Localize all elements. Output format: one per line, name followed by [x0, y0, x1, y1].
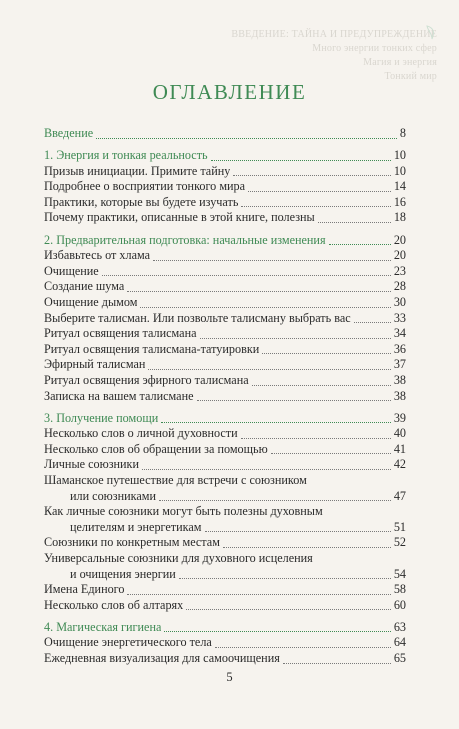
- toc-entry-title: Несколько слов об обращении за помощью: [44, 441, 268, 456]
- toc-entry[interactable]: [44, 373, 406, 389]
- toc-entry[interactable]: [44, 520, 406, 536]
- toc-entry[interactable]: [44, 442, 406, 458]
- dot-leader: [140, 307, 390, 308]
- toc-entry[interactable]: [44, 342, 406, 358]
- bleed-line: ВВЕДЕНИЕ: ТАЙНА И ПРЕДУПРЕЖДЕНИЕ: [231, 29, 437, 40]
- toc-entry-first-line: Как личные союзники могут быть полезны духовным: [44, 504, 323, 519]
- toc-page-number: 14: [393, 179, 406, 194]
- toc-entry-title: Введение: [44, 126, 94, 140]
- toc-entry-title: Призыв инициации. Примите тайну: [44, 163, 231, 178]
- toc-entry-title: Ритуал освящения талисмана-татуировки: [44, 341, 260, 356]
- toc-chapter-heading[interactable]: [44, 148, 406, 164]
- toc-entry-title: Практики, которые вы будете изучать: [44, 194, 239, 209]
- toc-page-number: 47: [393, 488, 406, 503]
- dot-leader: [200, 338, 391, 339]
- toc-page-number: 60: [393, 597, 406, 612]
- toc-page-number: 38: [393, 372, 406, 387]
- toc-entry[interactable]: [44, 164, 406, 180]
- toc-entry-title: Очищение: [44, 263, 99, 278]
- page-number: 5: [226, 670, 233, 684]
- dot-leader: [241, 438, 391, 439]
- dot-leader: [233, 175, 390, 176]
- toc-chapter-heading[interactable]: [44, 620, 406, 636]
- bleed-line: Много энергии тонких сфер: [312, 43, 437, 54]
- toc-chapter-heading[interactable]: [44, 411, 406, 427]
- toc-page-number: 58: [393, 582, 406, 597]
- toc-entry[interactable]: [44, 457, 406, 473]
- toc-entry-title: Очищение дымом: [44, 294, 138, 309]
- toc-entry-title: Почему практики, описанные в этой книге, полезны: [44, 210, 315, 225]
- toc-entry-title: Очищение энергетического тела: [44, 635, 212, 650]
- toc-page-number: 23: [393, 263, 406, 278]
- toc-entry[interactable]: [44, 210, 406, 226]
- toc-page-number: 37: [393, 357, 406, 372]
- toc-entry-title: 2. Предварительная подготовка: начальные изменения: [44, 232, 326, 247]
- toc-entry-title: Создание шума: [44, 279, 125, 294]
- toc-page-number: 36: [393, 341, 406, 356]
- toc-entry-title: Избавьтесь от хлама: [44, 248, 151, 263]
- toc-page-number: 10: [393, 148, 406, 163]
- dot-leader: [161, 422, 391, 423]
- dot-leader: [153, 260, 391, 261]
- toc-page-number: 38: [393, 388, 406, 403]
- toc-entry[interactable]: [44, 489, 406, 505]
- toc-page-number: 30: [393, 294, 406, 309]
- bleed-line: Тонкий мир: [384, 71, 437, 82]
- toc-page-number: 28: [393, 279, 406, 294]
- dot-leader: [329, 244, 391, 245]
- page-title: ОГЛАВЛЕНИЕ: [152, 80, 307, 105]
- toc-entry-title: Союзники по конкретным местам: [44, 535, 220, 550]
- toc-entry[interactable]: [44, 426, 406, 442]
- toc-page-number: 16: [393, 194, 406, 209]
- toc-entry-first-line: Универсальные союзники для духовного исцеления: [44, 550, 313, 565]
- toc-chapter-heading[interactable]: [44, 233, 406, 249]
- bleed-through-text: [187, 28, 437, 84]
- toc-page-number: 52: [393, 535, 406, 550]
- toc-entry-title: 1. Энергия и тонкая реальность: [44, 148, 208, 163]
- toc-entry[interactable]: [44, 635, 406, 651]
- toc-page-number: 64: [393, 635, 406, 650]
- toc-page-number: 39: [393, 410, 406, 425]
- toc-page-number: 33: [393, 310, 406, 325]
- toc-page-number: 63: [393, 619, 406, 634]
- toc-entry-title: или союзниками: [70, 488, 157, 503]
- toc-entry[interactable]: [44, 279, 406, 295]
- dot-leader: [102, 275, 391, 276]
- toc-page-number: 51: [393, 519, 406, 534]
- toc-entry[interactable]: [44, 264, 406, 280]
- toc-chapter-heading[interactable]: [44, 126, 406, 142]
- toc-entry-title: Выберите талисман. Или позвольте талисману выбрать вас: [44, 310, 351, 325]
- leaf-ornament-icon: [425, 24, 439, 40]
- toc-entry[interactable]: [44, 295, 406, 311]
- toc-entry-title: Несколько слов об алтарях: [44, 597, 184, 612]
- toc-entry[interactable]: [44, 535, 406, 551]
- table-of-contents: [44, 126, 406, 667]
- toc-entry[interactable]: [44, 598, 406, 614]
- dot-leader: [354, 322, 391, 323]
- toc-entry-title: Ритуал освящения эфирного талисмана: [44, 372, 249, 387]
- dot-leader: [148, 369, 390, 370]
- toc-entry[interactable]: [44, 311, 406, 327]
- toc-entry-title: 4. Магическая гигиена: [44, 619, 162, 634]
- toc-entry[interactable]: [44, 326, 406, 342]
- dot-leader: [127, 594, 390, 595]
- toc-entry-title: Несколько слов о личной духовности: [44, 426, 238, 441]
- toc-page-number: 34: [393, 326, 406, 341]
- dot-leader: [223, 547, 391, 548]
- dot-leader: [186, 609, 391, 610]
- toc-entry-title: и очищения энергии: [70, 566, 176, 581]
- dot-leader: [241, 206, 390, 207]
- dot-leader: [211, 160, 391, 161]
- toc-entry[interactable]: [44, 195, 406, 211]
- dot-leader: [205, 531, 391, 532]
- toc-entry-first-line: Шаманское путешествие для встречи с союзником: [44, 472, 307, 487]
- toc-page-number: 20: [393, 232, 406, 247]
- toc-entry[interactable]: [44, 357, 406, 373]
- toc-page-number: 10: [393, 163, 406, 178]
- dot-leader: [248, 191, 391, 192]
- dot-leader: [262, 353, 391, 354]
- dot-leader: [142, 469, 391, 470]
- dot-leader: [179, 578, 391, 579]
- toc-page-number: 41: [393, 441, 406, 456]
- toc-entry-title: Эфирный талисман: [44, 357, 146, 372]
- toc-entry[interactable]: [44, 248, 406, 264]
- toc-page-number: 20: [393, 248, 406, 263]
- toc-entry-title: Подробнее о восприятии тонкого мира: [44, 179, 246, 194]
- toc-entry-title: Ритуал освящения талисмана: [44, 326, 197, 341]
- bleed-line: Магия и энергия: [363, 57, 437, 68]
- dot-leader: [164, 631, 390, 632]
- toc-entry-title: Ежедневная визуализация для самоочищения: [44, 651, 280, 665]
- toc-page-number: 18: [393, 210, 406, 225]
- toc-entry-title: Имена Единого: [44, 582, 125, 597]
- dot-leader: [252, 385, 391, 386]
- toc-page-number: 40: [393, 426, 406, 441]
- dot-leader: [127, 291, 391, 292]
- toc-entry[interactable]: [44, 389, 406, 405]
- dot-leader: [318, 222, 391, 223]
- toc-entry-title: Личные союзники: [44, 457, 139, 472]
- toc-page-number: 54: [393, 566, 406, 581]
- toc-page-number: 42: [393, 457, 406, 472]
- dot-leader: [215, 647, 391, 648]
- toc-page-number: 8: [399, 126, 406, 140]
- toc-entry[interactable]: [44, 179, 406, 195]
- dot-leader: [96, 138, 397, 139]
- toc-entry[interactable]: [44, 567, 406, 583]
- dot-leader: [283, 663, 391, 664]
- toc-page-number: 65: [393, 651, 406, 665]
- toc-entry[interactable]: [44, 582, 406, 598]
- dot-leader: [271, 453, 391, 454]
- toc-entry-title: Записка на вашем талисмане: [44, 388, 194, 403]
- toc-entry-title: 3. Получение помощи: [44, 410, 159, 425]
- dot-leader: [197, 400, 391, 401]
- dot-leader: [159, 500, 391, 501]
- toc-entry[interactable]: [44, 651, 406, 667]
- toc-entry-title: целителям и энергетикам: [70, 519, 202, 534]
